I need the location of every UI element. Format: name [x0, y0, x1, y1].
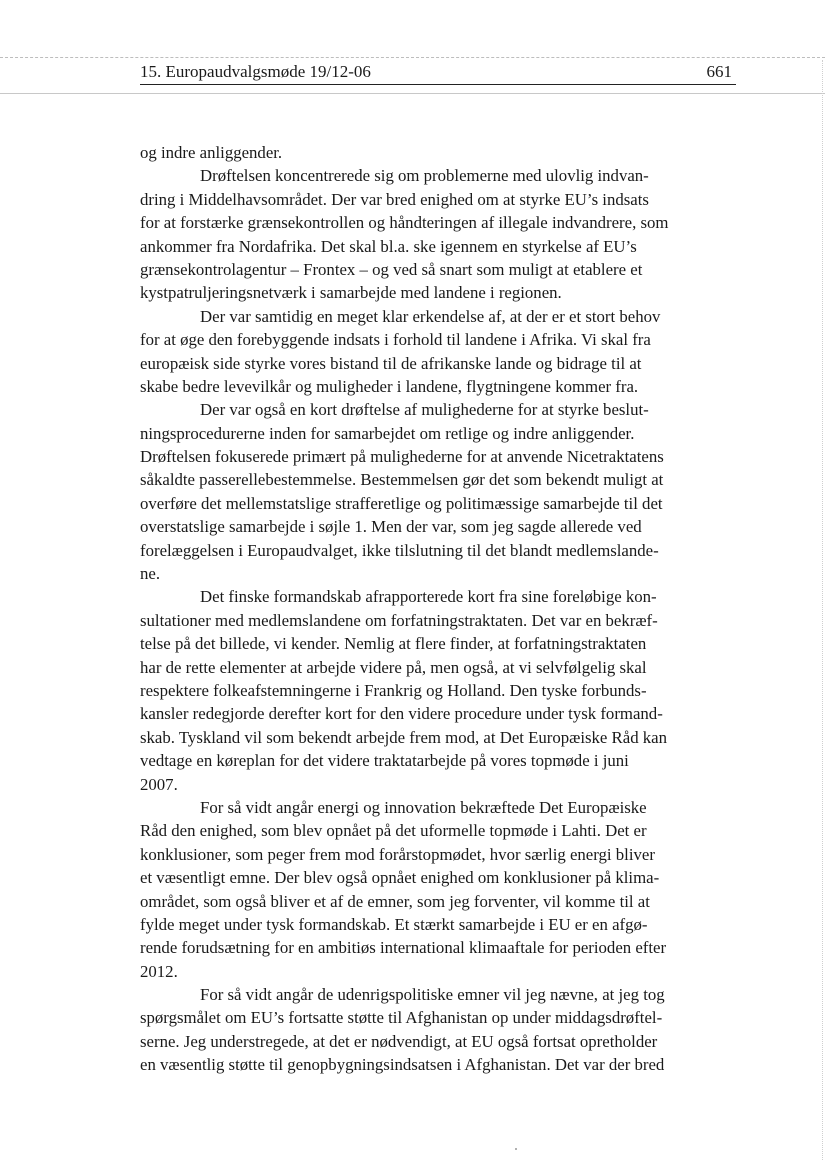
text-line: grænsekontrolagentur – Frontex – og ved så snart som muligt at etablere et [140, 259, 643, 279]
text-line: kansler redegjorde derefter kort for den videre procedure under tysk formand- [140, 704, 663, 724]
text-line: en væsentlig støtte til genopbygningsindsatsen i Afghanistan. Det var der bred [140, 1055, 665, 1075]
text-line: ne. [140, 564, 161, 584]
text-line: Drøftelsen koncentrerede sig om problemerne med ulovlig indvan- [200, 166, 649, 186]
text-line: fylde meget under tysk formandskab. Et stærkt samarbejde i EU er en afgø- [140, 914, 648, 934]
text-line: vedtage en køreplan for det videre traktatarbejde på vores topmøde i juni [140, 751, 629, 771]
scan-speck [515, 1148, 517, 1150]
text-line: forelæggelsen i Europaudvalget, ikke tilslutning til det blandt medlemslande- [140, 540, 659, 560]
text-line: Det finske formandskab afrapporterede kort fra sine foreløbige kon- [200, 587, 657, 607]
text-line: ankommer fra Nordafrika. Det skal bl.a. ske igennem en styrkelse af EU’s [140, 236, 637, 256]
body-text [140, 141, 740, 1077]
scan-right-edge [822, 60, 823, 1160]
text-line: for at forstærke grænsekontrollen og håndteringen af illegale indvandrere, som [140, 213, 669, 233]
text-line: og indre anliggender. [140, 143, 283, 162]
text-line: overstatslige samarbejde i søjle 1. Men der var, som jeg sagde allerede ved [140, 517, 642, 537]
text-line: Drøftelsen fokuserede primært på mulighederne for at anvende Nicetraktatens [140, 447, 664, 467]
text-line: serne. Jeg understregede, at det er nødvendigt, at EU også fortsat opretholder [140, 1031, 658, 1051]
scan-border-top [0, 57, 825, 58]
text-line: har de rette elementer at arbejde videre på, men også, at vi selvfølgelig skal [140, 657, 647, 677]
running-header-title: 15. Europaudvalgsmøde 19/12-06 [140, 62, 371, 81]
text-line: såkaldte passerellebestemmelse. Bestemmelsen gør det som bekendt muligt at [140, 470, 664, 490]
text-line: rende forudsætning for en ambitiøs international klimaaftale for perioden efter [140, 938, 667, 958]
text-line: 2007. [140, 774, 178, 794]
text-line: ningsprocedurerne inden for samarbejdet om retlige og indre anliggender. [140, 423, 635, 443]
text-line: området, som også bliver et af de emner, som jeg forventer, vil komme til at [140, 891, 650, 911]
text-line: respektere folkeafstemningerne i Frankrig og Holland. Den tyske forbunds- [140, 680, 647, 700]
text-line: konklusioner, som peger frem mod forårstopmødet, hvor særlig energi bliver [140, 844, 655, 864]
text-line: dring i Middelhavsområdet. Der var bred enighed om at styrke EU’s indsats [140, 189, 649, 209]
page-header [140, 62, 736, 84]
text-line: for at øge den forebyggende indsats i forhold til landene i Afrika. Vi skal fra [140, 330, 651, 350]
text-line: 2012. [140, 961, 178, 981]
text-line: Der var også en kort drøftelse af mulighederne for at styrke beslut- [200, 400, 649, 420]
page-number: 661 [706, 62, 732, 81]
text-line: telse på det billede, vi kender. Nemlig at flere finder, at forfatningstraktaten [140, 634, 647, 654]
text-line: sultationer med medlemslandene om forfatningstraktaten. Det var en bekræf- [140, 610, 658, 630]
header-rule [140, 84, 736, 85]
text-line: Råd den enighed, som blev opnået på det uformelle topmøde i Lahti. Det er [140, 821, 647, 841]
text-line: For så vidt angår de udenrigspolitiske emner vil jeg nævne, at jeg tog [200, 985, 665, 1005]
text-line: kystpatruljeringsnetværk i samarbejde med landene i regionen. [140, 283, 562, 303]
text-line: skabe bedre levevilkår og muligheder i landene, flygtningene kommer fra. [140, 376, 639, 396]
text-line: spørgsmålet om EU’s fortsatte støtte til Afghanistan op under middagsdrøftel- [140, 1008, 663, 1028]
scan-border-line [0, 93, 825, 94]
text-line: For så vidt angår energi og innovation bekræftede Det Europæiske [200, 797, 647, 817]
text-line: europæisk side styrke vores bistand til de afrikanske lande og bidrage til at [140, 353, 642, 373]
text-line: overføre det mellemstatslige strafferetlige og politimæssige samarbejde til det [140, 493, 663, 513]
text-line: Der var samtidig en meget klar erkendelse af, at der er et stort behov [200, 306, 661, 326]
text-line: skab. Tyskland vil som bekendt arbejde frem mod, at Det Europæiske Råd kan [140, 727, 668, 747]
text-line: et væsentligt emne. Der blev også opnået enighed om konklusioner på klima- [140, 868, 660, 888]
